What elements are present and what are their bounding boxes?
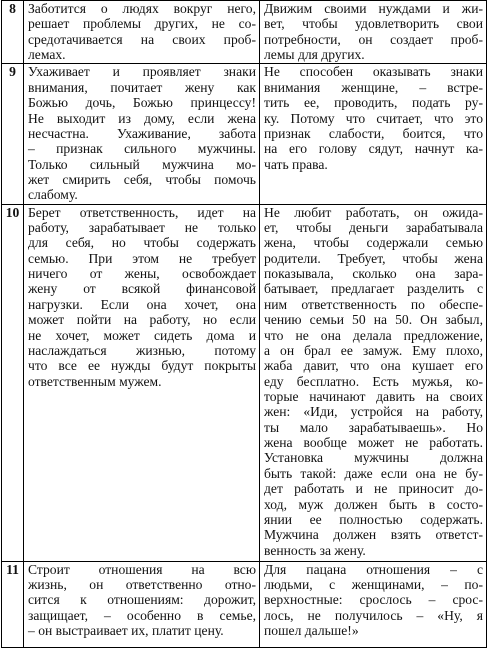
row-number: 10 (2, 204, 24, 561)
text-line: быть такой: даже если она не бу- (264, 465, 483, 481)
right-cell (260, 204, 487, 561)
table-row (2, 204, 487, 561)
right-cell-text (264, 205, 483, 558)
text-line: жена, чтобы содержали семью (264, 235, 483, 251)
text-line: дет работать и не приносит до- (264, 481, 483, 497)
left-cell-text (28, 562, 256, 639)
text-line: – он выстраивает их, платит цену. (28, 623, 224, 639)
text-line: нагрузки. Если она хочет, она (28, 296, 256, 312)
row-number: 9 (2, 64, 24, 204)
text-line: – признак сильного мужчины. (28, 141, 256, 157)
text-line: внимания женщине, – встре- (264, 79, 483, 95)
text-line: Ухаживает и проявляет знаки (28, 64, 256, 80)
text-line: что все ее нужды будут покрыты (28, 358, 256, 374)
text-line: Движим своими нуждами и жи- (264, 1, 483, 16)
table-row (2, 1, 487, 64)
text-line: янии ее полностью содержать. (264, 511, 483, 527)
text-line: наслаждаться жизнью, потому (28, 342, 256, 358)
text-line: ним ответственность по обеспе- (264, 296, 483, 312)
text-line: ответственным мужем. (28, 373, 162, 389)
text-line: несчастна. Ухаживание, забота (28, 125, 256, 141)
table-row (2, 561, 487, 647)
text-line: защищает, – особенно в семье, (28, 607, 256, 623)
text-line: на его голову сядут, начнут ка- (264, 141, 483, 157)
text-line: вет, чтобы удовлетворить свои (264, 16, 483, 32)
table-row (2, 64, 487, 204)
text-line: верхностные: срослось – срос- (264, 592, 483, 608)
text-line: ничего от жены, освобождает (28, 266, 256, 282)
text-line: внимания, почитает жену как (28, 79, 256, 95)
text-line: Не выходит из дому, если жена (28, 110, 256, 126)
text-line: Заботится о людях вокруг него, (28, 1, 256, 16)
text-line: не хочет, может сидеть дома и (28, 327, 256, 343)
text-line: Только сильный мужчина мо- (28, 156, 256, 172)
text-line: лемы для других. (264, 47, 365, 63)
left-cell-text (28, 205, 256, 389)
text-line: жена вообще может не работать. (264, 435, 483, 451)
left-cell-text (28, 1, 256, 62)
text-line: слабому. (28, 187, 78, 203)
text-line: Мужчина должен взять ответст- (264, 527, 483, 543)
text-line: родители. Требует, чтобы жена (264, 250, 483, 266)
text-line: средотачивается на своих проб- (28, 31, 256, 47)
left-cell (24, 1, 260, 64)
right-cell (260, 561, 487, 647)
text-line: что не она делала предложение, (264, 327, 483, 343)
text-line: жет смирить себя, чтобы помочь (28, 171, 256, 187)
text-line: семью. При этом не требует (28, 250, 256, 266)
text-line: Для пацана отношения – с (264, 561, 483, 577)
text-line: может пойти на работу, но если (28, 312, 256, 328)
left-cell (24, 64, 260, 204)
text-line: решает проблемы других, не со- (28, 16, 256, 32)
text-line: лось, не получилось – «Ну, я (264, 607, 483, 623)
row-number: 11 (2, 561, 24, 647)
text-line: жизнь, он ответственно отно- (28, 577, 256, 593)
text-line: лемах. (28, 47, 66, 63)
text-line: жен: «Иди, устройся на работу, (264, 404, 483, 420)
text-line: людьми, с женщинами, – по- (264, 577, 483, 593)
text-line: ку. Потому что считает, что это (264, 110, 483, 126)
text-line: показывала, сколько она зара- (264, 266, 483, 282)
text-line: жаба давит, что она кушает его (264, 358, 483, 374)
text-line: жену от всякой финансовой (28, 281, 256, 297)
text-line: венность за жену. (264, 542, 366, 558)
text-line: тить ее, проводить, подать ру- (264, 95, 483, 111)
text-line: сится к отношениям: дорожит, (28, 592, 256, 608)
text-line: признак слабости, боится, что (264, 125, 483, 141)
row-number: 8 (2, 1, 24, 64)
text-line: Не любит работать, он ожида- (264, 204, 483, 220)
left-cell (24, 561, 260, 647)
left-cell-text (28, 64, 256, 202)
text-line: ход, муж должен быть в состо- (264, 496, 483, 512)
text-line: а он брал ее замуж. Ему плохо, (264, 342, 483, 358)
text-line: ет, чтобы деньги зарабатывала (264, 220, 483, 236)
text-line: Берет ответственность, идет на (28, 204, 256, 220)
text-line: ты мало зарабатываешь». Но (264, 419, 483, 435)
text-line: Не способен оказывать знаки (264, 64, 483, 80)
text-line: Божью дочь, Божью принцессу! (28, 95, 256, 111)
text-line: еду бесплатно. Есть мужья, ко- (264, 373, 483, 389)
right-cell-text (264, 562, 483, 639)
text-line: Строит отношения на всю (28, 561, 256, 577)
comparison-table (1, 0, 487, 648)
table-body (2, 1, 487, 648)
right-cell-text (264, 1, 483, 62)
right-cell-text (264, 64, 483, 172)
text-line: чению семьи 50 на 50. Он забыл, (264, 312, 483, 328)
text-line: торые начинают давить на своих (264, 388, 483, 404)
text-line: батывает, предлагает разделить с (264, 281, 483, 297)
right-cell (260, 64, 487, 204)
text-line: пошел дальше!» (264, 623, 359, 639)
text-line: Установка мужчины должна (264, 450, 483, 466)
right-cell (260, 1, 487, 64)
text-line: потребности, он создает проб- (264, 31, 483, 47)
left-cell (24, 204, 260, 561)
text-line: для себя, но чтобы содержать (28, 235, 256, 251)
text-line: работу, зарабатывает не только (28, 220, 256, 236)
text-line: чать права. (264, 156, 328, 172)
